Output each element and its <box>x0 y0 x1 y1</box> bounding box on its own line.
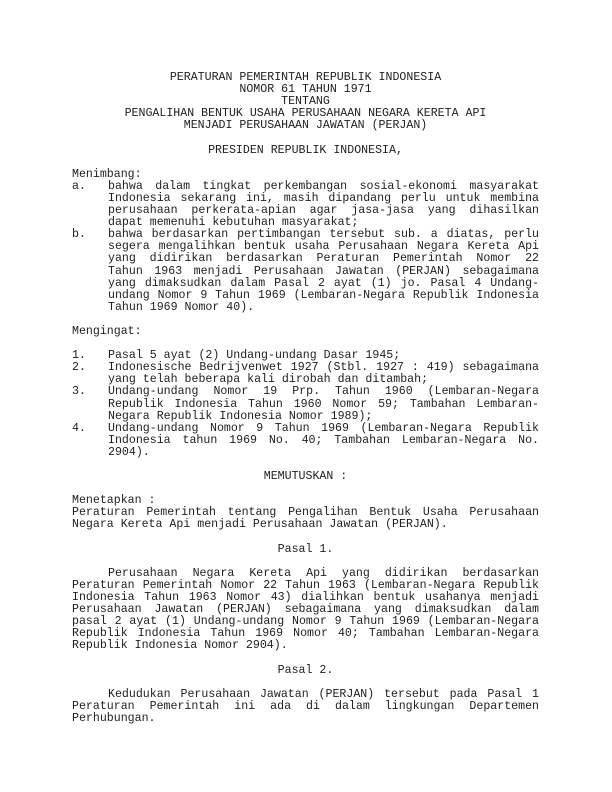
decision-heading: MEMUTUSKAN : <box>263 470 348 484</box>
blank-line <box>72 314 539 326</box>
article-line: pasal 2 ayat (1) Undang-undang Nomor 9 Tahun 1969 (Lembaran-Negara <box>72 615 539 629</box>
title-line: TENTANG <box>281 95 330 109</box>
item-text: Undang-undang Nomor 19 Prp. Tahun 1960 (Lembaran-Negara <box>108 385 539 399</box>
article-line: Peraturan Pemerintah ini ada di dalam lingkungan Departemen <box>72 699 539 713</box>
blank-line <box>72 132 539 144</box>
article-line: Kedudukan Perusahaan Jawatan (PERJAN) tersebut pada Pasal 1 <box>108 687 539 701</box>
blank-line <box>72 677 539 689</box>
mengingat-label: Mengingat: <box>72 324 142 338</box>
article-line: Republik Indonesia Tahun 1969 Nomor 40; Tambahan Lembaran-Negara <box>72 627 539 641</box>
article-line: Indonesia Tahun 1963 Nomor 43) dialihkan bentuk usahanya menjadi <box>72 591 539 605</box>
title-line: PENGALIHAN BENTUK USAHA PERUSAHAAN NEGARA KERETA API <box>124 107 487 121</box>
item-marker: 3. <box>72 385 86 399</box>
item-text: Indonesia sekarang ini, masih dipandang perlu untuk membina <box>108 191 539 205</box>
item-marker: 1. <box>72 349 86 363</box>
menimbang-item-line <box>72 302 539 314</box>
item-text: bahwa dalam tingkat perkembangan sosial-ekonomi masyarakat <box>108 179 539 193</box>
article-line: Perhubungan. <box>72 711 156 725</box>
article-line: Perusahaan Negara Kereta Api yang didirikan berdasarkan <box>108 566 539 580</box>
item-text: Indonesische Bedrijvenwet 1927 (Stbl. 1927 : 419) sebagaimana <box>108 361 539 375</box>
item-text: undang Nomor 9 Tahun 1969 (Lembaran-Negara Republik Indonesia <box>108 288 539 302</box>
item-text: 2904). <box>108 445 150 459</box>
article-heading: Pasal 1. <box>277 542 334 556</box>
article-line: Peraturan Pemerintah Nomor 22 Tahun 1963 (Lembaran-Negara Republik <box>72 578 539 592</box>
item-text: perusahaan perkerata-apian agar jasa-jasa yang dihasilkan <box>108 204 539 218</box>
menetapkan-line: Negara Kereta Api menjadi Perusahaan Jawatan (PERJAN). <box>72 518 448 532</box>
blank-line <box>72 532 539 544</box>
item-marker: a. <box>72 179 86 193</box>
item-text: yang dimaksudkan dalam Pasal 2 ayat (1) jo. Pasal 4 Undang- <box>108 276 539 290</box>
item-text: Negara Republik Indonesia Nomor 1989); <box>108 409 373 423</box>
item-marker: 2. <box>72 361 86 375</box>
item-text: yang didirikan berdasarkan Peraturan Pemerintah Nomor 22 <box>108 252 539 266</box>
article-line: Perusahaan Jawatan (PERJAN) sebagaimana yang dimaksudkan dalam <box>72 603 539 617</box>
item-text: dapat memenuhi kebutuhan masyarakat; <box>108 216 359 230</box>
menimbang-label: Menimbang: <box>72 167 142 181</box>
article-line: Republik Indonesia Nomor 2904). <box>72 639 288 653</box>
item-text: yang telah beberapa kali dirobah dan ditambah; <box>108 373 429 387</box>
item-marker: 4. <box>72 421 86 435</box>
item-text: Tahun 1963 menjadi Perusahaan Jawatan (PERJAN) sebagaimana <box>108 264 539 278</box>
item-text: Tahun 1969 Nomor 40). <box>108 300 255 314</box>
blank-line <box>72 653 539 665</box>
mengingat-item-line <box>72 447 539 459</box>
menetapkan-label: Menetapkan : <box>72 494 156 508</box>
title-line: PERATURAN PEMERINTAH REPUBLIK INDONESIA <box>169 71 442 84</box>
item-text: Republik Indonesia Tahun 1960 Nomor 59; Tambahan Lembaran- <box>108 397 539 411</box>
item-text: bahwa berdasarkan pertimbangan tersebut sub. a diatas, perlu <box>108 228 539 242</box>
item-marker: b. <box>72 228 86 242</box>
item-text: Undang-undang Nomor 9 Tahun 1969 (Lembaran-Negara Republik <box>108 421 539 435</box>
menetapkan-line: Peraturan Pemerintah tentang Pengalihan Bentuk Usaha Perusahaan <box>72 506 539 520</box>
title-line: NOMOR 61 TAHUN 1971 <box>239 83 372 97</box>
president-heading: PRESIDEN REPUBLIK INDONESIA, <box>208 143 403 157</box>
item-text: Pasal 5 ayat (2) Undang-undang Dasar 1945; <box>108 349 401 363</box>
blank-line <box>72 157 539 169</box>
title-line: MENJADI PERUSAHAAN JAWATAN (PERJAN) <box>183 119 428 133</box>
item-text: segera mengalihkan bentuk usaha Perusahaan Negara Kereta Api <box>108 240 539 254</box>
document-page <box>72 72 539 725</box>
article-heading: Pasal 2. <box>277 663 334 677</box>
item-text: Indonesia tahun 1969 No. 40; Tambahan Lembaran-Negara No. <box>108 433 539 447</box>
